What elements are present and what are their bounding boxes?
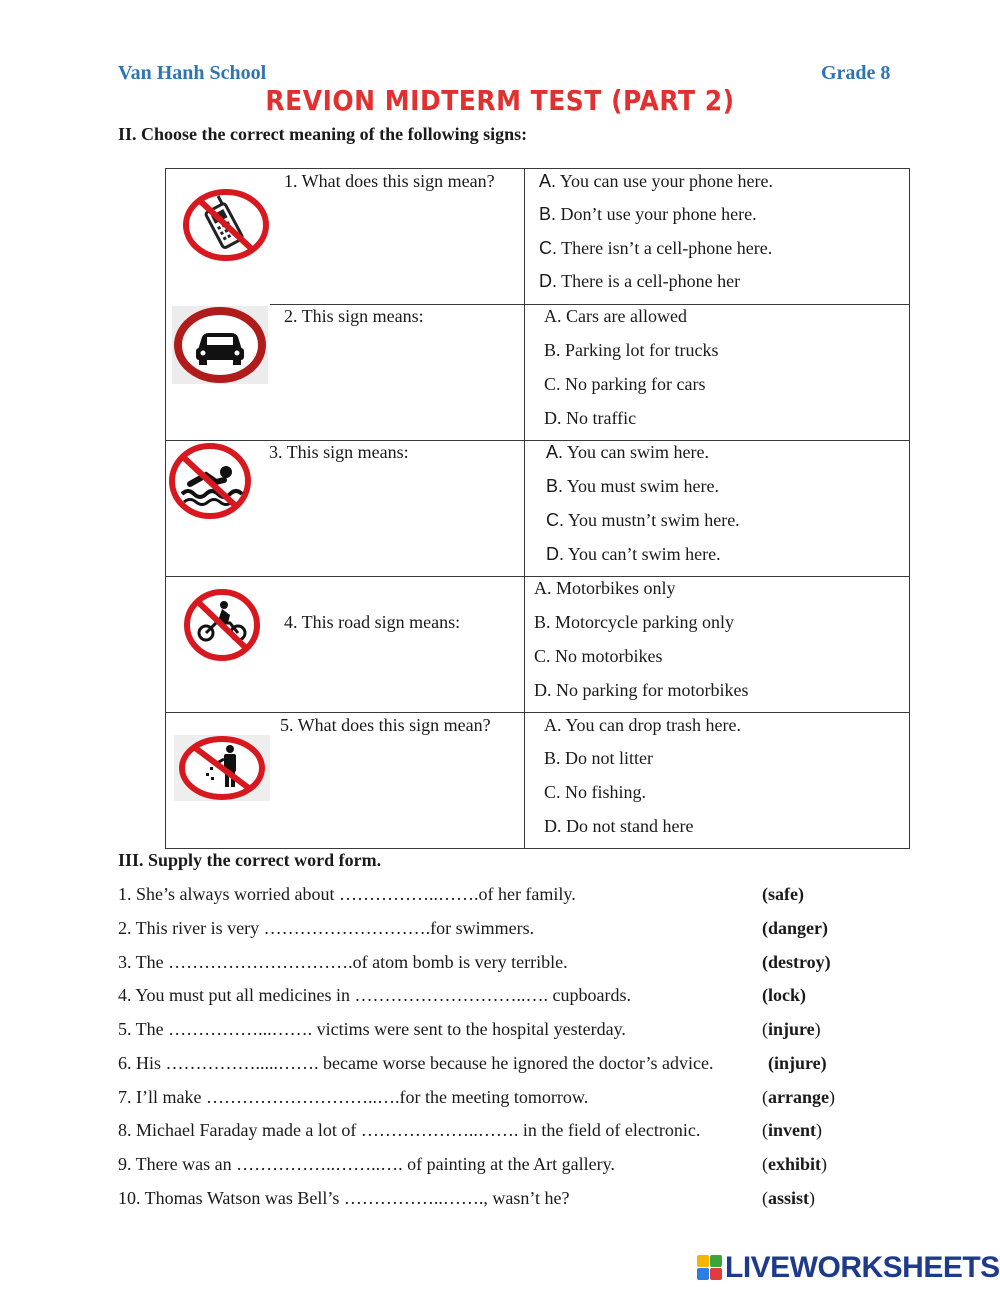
q4-option-a[interactable]: A. Motorbikes only [534, 578, 676, 598]
q1-option-d[interactable] [539, 271, 740, 292]
no-phone-sign-icon [180, 187, 272, 263]
q3-option-b[interactable] [546, 476, 719, 497]
option-letter: A. [539, 171, 557, 191]
q4-option-c[interactable]: C. No motorbikes [534, 646, 663, 666]
q3-option-c[interactable] [546, 510, 740, 531]
word-form-hint-4: (lock) [762, 985, 806, 1005]
option-text: You can use your phone here. [556, 171, 773, 191]
word-form-hint-8 [762, 1120, 822, 1141]
q2-option-d[interactable]: D. No traffic [544, 408, 637, 428]
option-letter: D. [546, 544, 564, 564]
option-letter: A. [546, 442, 564, 462]
q5-option-a[interactable]: A. You can drop trash here. [544, 715, 741, 735]
q4-option-b[interactable]: B. Motorcycle parking only [534, 612, 734, 632]
school-name: Van Hanh School [118, 62, 267, 84]
word-form-hint-6: (injure) [768, 1053, 827, 1073]
q5-option-d[interactable]: D. Do not stand here [544, 816, 694, 836]
option-text: Don’t use your phone here. [556, 204, 757, 224]
option-text: There is a cell-phone her [557, 271, 741, 291]
q3-option-a[interactable] [546, 442, 709, 463]
option-text: You can’t swim here. [564, 544, 721, 564]
no-motorbikes-sign-icon [182, 587, 262, 663]
word-form-item-9[interactable]: 9. There was an ……………..……..…. of painting at the Art gallery. [118, 1154, 615, 1174]
option-text: There isn’t a cell-phone here. [557, 238, 773, 258]
grade-label: Grade 8 [821, 62, 891, 84]
word-form-item-5[interactable]: 5. The ……………...……. victims were sent to the hospital yesterday. [118, 1019, 626, 1039]
word-form-hint-10 [762, 1188, 815, 1209]
paren-close: ) [821, 1154, 828, 1174]
option-letter: B. [546, 476, 564, 496]
word-form-item-10[interactable]: 10. Thomas Watson was Bell’s ……………..……., wasn’t he? [118, 1188, 570, 1208]
hint-word: invent [768, 1120, 817, 1140]
section-3-heading: III. Supply the correct word form. [118, 850, 382, 870]
paren-open: ( [762, 1019, 768, 1039]
q3-option-d[interactable] [546, 544, 721, 565]
option-text: You can swim here. [563, 442, 710, 462]
hint-word: arrange [768, 1087, 829, 1107]
paren-open: ( [762, 1087, 768, 1107]
q2-option-c[interactable]: C. No parking for cars [544, 374, 706, 394]
word-form-hint-3: (destroy) [762, 952, 831, 972]
word-form-item-7[interactable]: 7. I’ll make ………………………..….for the meeting tomorrow. [118, 1087, 589, 1107]
no-cars-sign-icon [172, 306, 268, 384]
word-form-hint-2: (danger) [762, 918, 828, 938]
paren-close: ) [809, 1188, 816, 1208]
hint-word: exhibit [768, 1154, 822, 1174]
paren-close: ) [816, 1120, 823, 1140]
q4-option-d[interactable]: D. No parking for motorbikes [534, 680, 749, 700]
q2-option-a[interactable]: A. Cars are allowed [544, 306, 687, 326]
question-3-text: 3. This sign means: [269, 442, 409, 462]
hint-word: assist [768, 1188, 810, 1208]
liveworksheets-logo-icon [697, 1255, 723, 1281]
no-littering-sign-icon [174, 735, 270, 801]
question-1-text: 1. What does this sign mean? [284, 171, 495, 191]
q1-option-b[interactable] [539, 204, 757, 225]
option-letter: C. [546, 510, 564, 530]
paren-close: ) [828, 1087, 835, 1107]
option-text: You must swim here. [563, 476, 720, 496]
paren-open: ( [762, 1120, 768, 1140]
word-form-item-8[interactable]: 8. Michael Faraday made a lot of ………………..……. in the field of electronic. [118, 1120, 701, 1140]
word-form-hint-1: (safe) [762, 884, 804, 904]
word-form-item-3[interactable]: 3. The ………………………….of atom bomb is very terrible. [118, 952, 568, 972]
word-form-item-1[interactable]: 1. She’s always worried about ……………..…….of her family. [118, 884, 576, 904]
option-letter: D. [539, 271, 557, 291]
section-2-heading: II. Choose the correct meaning of the following signs: [118, 124, 528, 144]
logo-text: LIVEWORKSHEETS [725, 1251, 1000, 1284]
q1-option-c[interactable] [539, 238, 772, 259]
word-form-item-2[interactable]: 2. This river is very ……………………….for swimmers. [118, 918, 535, 938]
option-text: You mustn’t swim here. [564, 510, 740, 530]
option-letter: B. [539, 204, 557, 224]
word-form-hint-7 [762, 1087, 835, 1108]
paren-open: ( [762, 1154, 768, 1174]
q5-option-b[interactable]: B. Do not litter [544, 748, 653, 768]
word-form-hint-5 [762, 1019, 821, 1040]
word-form-item-6[interactable]: 6. His …………….....……. became worse because he ignored the doctor’s advice. [118, 1053, 714, 1073]
paren-close: ) [814, 1019, 821, 1039]
hint-word: injure [768, 1019, 815, 1039]
liveworksheets-logo[interactable] [697, 1253, 1000, 1283]
word-form-item-4[interactable]: 4. You must put all medicines in ………………………..…. cupboards. [118, 985, 631, 1005]
paren-open: ( [762, 1188, 768, 1208]
word-form-hint-9 [762, 1154, 827, 1175]
q5-option-c[interactable]: C. No fishing. [544, 782, 647, 802]
no-swimming-sign-icon [166, 442, 254, 522]
q2-option-b[interactable]: B. Parking lot for trucks [544, 340, 719, 360]
question-2-text: 2. This sign means: [284, 306, 424, 326]
q1-option-a[interactable] [539, 171, 773, 192]
question-5-text: 5. What does this sign mean? [280, 715, 491, 735]
option-letter: C. [539, 238, 557, 258]
page-title: REVION MIDTERM TEST (PART 2) [265, 84, 735, 117]
question-4-text: 4. This road sign means: [284, 612, 461, 632]
